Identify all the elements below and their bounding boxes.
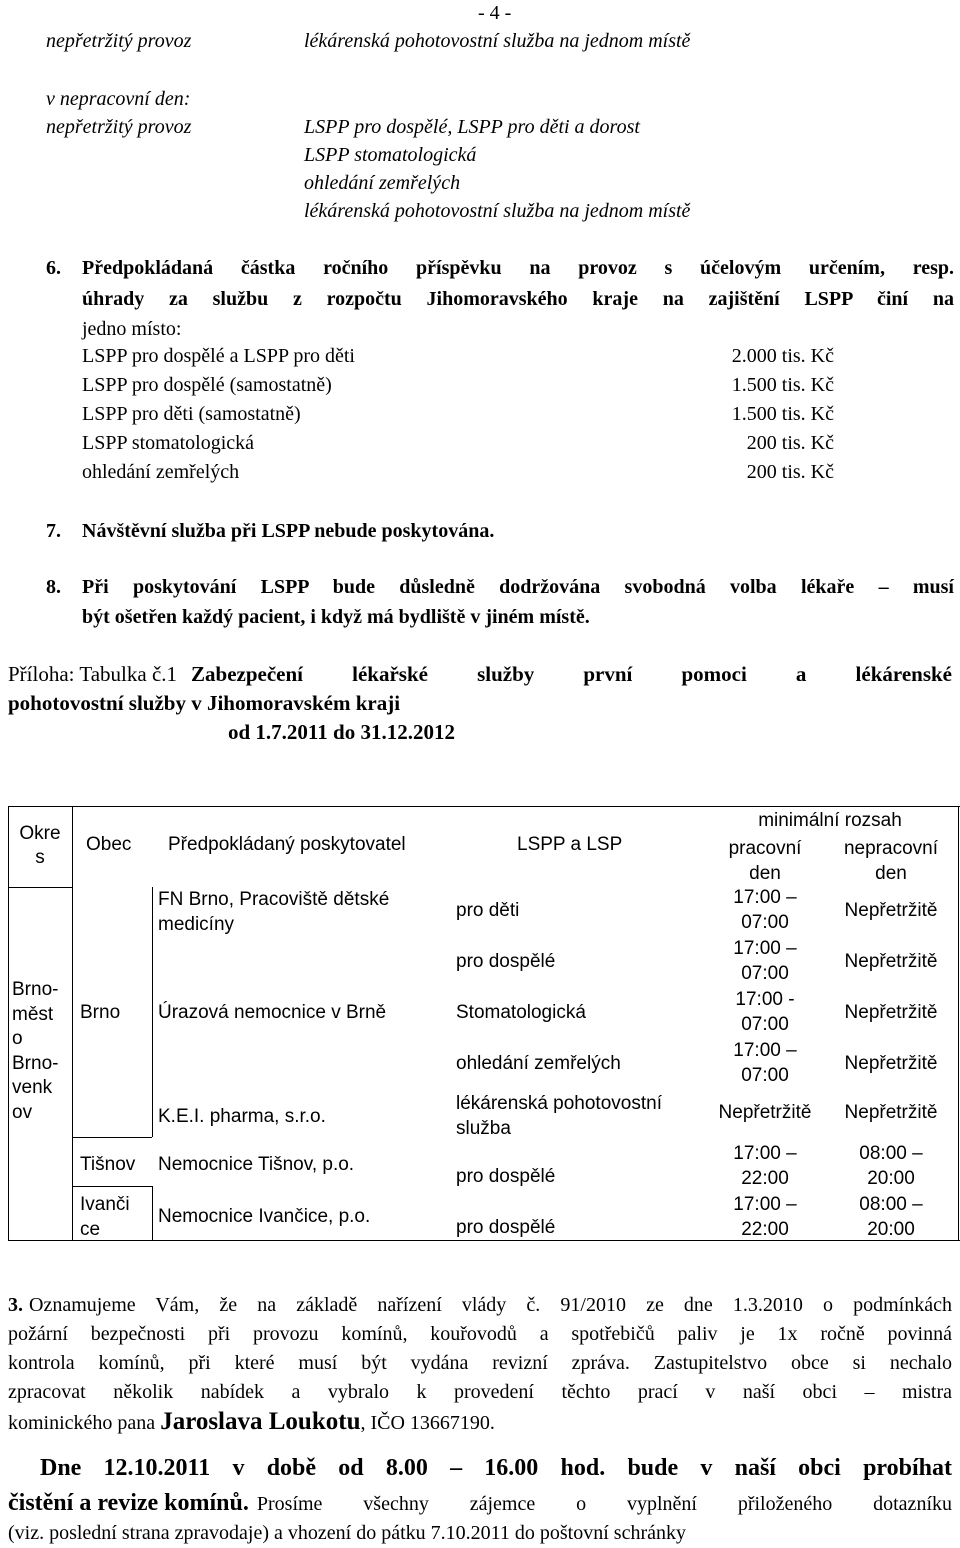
attachment-period: od 1.7.2011 do 31.12.2012: [228, 720, 455, 744]
provider: Nemocnice Tišnov, p.o.: [158, 1154, 355, 1175]
section-number: 7.: [46, 520, 61, 542]
working-hours-line: 07:00: [741, 963, 789, 984]
section6-text: jedno místo:: [82, 318, 182, 340]
working-hours: [700, 936, 830, 986]
attachment-heading: [8, 662, 952, 687]
provider: [158, 887, 389, 937]
section3-text: kominického pana: [8, 1412, 156, 1434]
attachment-title: Zabezpečení lékařské služby první pomoci a lékárenské: [191, 662, 952, 686]
nonworking-hours-line: 20:00: [867, 1168, 915, 1189]
service: pro dospělé: [456, 951, 556, 972]
section7-text: Návštěvní služba při LSPP nebude poskytována.: [82, 520, 495, 542]
okres-line: měst: [12, 1003, 54, 1025]
chimney-sweep-name: Jaroslava Loukotu: [160, 1408, 361, 1435]
header-working-day: [700, 836, 830, 886]
header-okres-line: Okre: [19, 823, 61, 844]
header-min-range: minimální rozsah: [758, 810, 902, 831]
nonworking-hours: Nepřetržitě: [844, 951, 938, 972]
section8-text: Při poskytování LSPP bude důsledně dodržována svobodná volba lékaře – musí: [82, 576, 954, 598]
working-hours-line: 07:00: [741, 1065, 789, 1086]
provider-line: FN Brno, Pracoviště dětské: [158, 889, 390, 910]
section6-text: Předpokládaná částka ročního příspěvku na provoz s účelovým určením, resp.: [82, 257, 954, 279]
working-hours: [700, 987, 830, 1037]
section3-text: (viz. poslední strana zpravodaje) a vhození do pátku 7.10.2011 do poštovní schránky: [8, 1522, 686, 1544]
working-hours-line: 17:00 –: [733, 1194, 797, 1215]
municipality-line: ce: [80, 1219, 101, 1240]
working-hours-line: 22:00: [741, 1168, 789, 1189]
hours-item: lékárenská pohotovostní služba na jednom místě: [304, 30, 691, 52]
okres-line: o: [12, 1028, 23, 1049]
okres-line: ov: [12, 1101, 33, 1123]
working-hours-line: 17:00 –: [733, 1143, 797, 1164]
working-hours: [700, 1192, 830, 1242]
service: [456, 1091, 662, 1141]
attachment-prefix: Příloha: Tabulka č.: [8, 662, 167, 686]
section3-line: [8, 1408, 495, 1436]
working-hours-line: 07:00: [741, 1014, 789, 1035]
provider-line: medicíny: [158, 914, 235, 935]
amount-label: ohledání zemřelých: [82, 461, 240, 483]
header-service: LSPP a LSP: [517, 834, 623, 855]
section3-text: Prosíme všechny zájemce o vyplnění přiloženého dotazníku: [256, 1493, 952, 1515]
amount-label: LSPP pro dospělé a LSPP pro děti: [82, 345, 355, 367]
header-obec: Obec: [86, 834, 132, 855]
amount-value: 200 tis. Kč: [746, 461, 834, 483]
okres-line: Brno-: [12, 979, 59, 1000]
header-okres: [8, 822, 72, 870]
attachment-number: 1: [166, 662, 178, 686]
header-working-line: den: [749, 863, 781, 884]
section3-text: kontrola komínů, při které musí být vydána revizní zpráva. Zastupitelstvo obce si nechalo: [8, 1352, 952, 1374]
amount-label: LSPP pro děti (samostatně): [82, 403, 301, 425]
provider: Úrazová nemocnice v Brně: [158, 1002, 387, 1023]
hours-item: LSPP pro dospělé, LSPP pro děti a dorost: [304, 116, 640, 138]
hours-label: nepřetržitý provoz: [46, 30, 192, 52]
service: pro děti: [456, 900, 520, 921]
inspection-date: Dne 12.10.2011 v době od 8.00 – 16.00 hod. bude v naší obci probíhat: [40, 1455, 952, 1481]
working-hours-line: 17:00 -: [735, 989, 795, 1010]
section-number: 8.: [46, 576, 61, 598]
service-line: lékárenská pohotovostní: [456, 1093, 662, 1114]
nonworking-hours-line: 20:00: [867, 1219, 915, 1240]
okres-line: Brno-: [12, 1052, 59, 1074]
amount-value: 1.500 tis. Kč: [731, 403, 834, 425]
amount-label: LSPP stomatologická: [82, 432, 255, 454]
working-hours: [700, 1141, 830, 1191]
municipality: Tišnov: [80, 1154, 136, 1175]
section3-text: Oznamujeme Vám, že na základě nařízení vlády č. 91/2010 ze dne 1.3.2010 o podmínkách: [29, 1294, 952, 1316]
working-hours: [700, 885, 830, 935]
hours-item: LSPP stomatologická: [304, 144, 477, 166]
attachment-title: pohotovostní služby v Jihomoravském kraji: [8, 691, 401, 715]
section3-line: [8, 1490, 952, 1517]
nonworking-hours: Nepřetržitě: [844, 900, 938, 921]
service: pro dospělé: [456, 1166, 556, 1187]
amount-value: 2.000 tis. Kč: [731, 345, 834, 367]
nonworking-hours: Nepřetržitě: [844, 1053, 938, 1074]
hours-label: v nepracovní den:: [46, 88, 191, 110]
header-nonworking-line: nepracovní: [843, 838, 938, 859]
hours-label: nepřetržitý provoz: [46, 116, 192, 138]
municipality-line: Ivanči: [80, 1194, 130, 1215]
working-hours-line: 07:00: [741, 912, 789, 933]
municipality: [80, 1192, 130, 1242]
page-number: - 4 -: [478, 2, 512, 24]
section-number: 3.: [8, 1294, 23, 1316]
provider: Nemocnice Ivančice, p.o.: [158, 1206, 371, 1227]
section3-text: požární bezpečnosti při provozu komínů, kouřovodů a spotřebičů paliv je 1x ročně povinná: [8, 1323, 952, 1345]
nonworking-hours: Nepřetržitě: [844, 1102, 938, 1123]
amount-value: 1.500 tis. Kč: [731, 374, 834, 396]
service: pro dospělé: [456, 1217, 556, 1238]
municipality: Brno: [80, 1002, 121, 1023]
nonworking-hours: Nepřetržitě: [844, 1002, 938, 1023]
working-hours-line: 17:00 –: [733, 887, 797, 908]
working-hours-line: 17:00 –: [733, 1040, 797, 1061]
inspection-title: čistění a revize komínů.: [8, 1490, 249, 1516]
header-nonworking-day: [826, 836, 956, 886]
amount-value: 200 tis. Kč: [746, 432, 834, 454]
section8-text: být ošetřen každý pacient, i když má bydliště v jiném místě.: [82, 606, 590, 628]
hours-item: ohledání zemřelých: [304, 172, 461, 194]
working-hours-line: 22:00: [741, 1219, 789, 1240]
service-line: služba: [456, 1118, 511, 1139]
nonworking-hours-line: 08:00 –: [859, 1143, 923, 1164]
provider: K.E.I. pharma, s.r.o.: [158, 1106, 326, 1127]
okres-name: [12, 978, 58, 1125]
section-number: 6.: [46, 257, 61, 279]
header-provider: Předpokládaný poskytovatel: [168, 834, 406, 855]
hours-item: lékárenská pohotovostní služba na jednom místě: [304, 200, 691, 222]
working-hours: Nepřetržitě: [718, 1102, 812, 1123]
section6-text: úhrady za službu z rozpočtu Jihomoravského kraje na zajištění LSPP činí na: [82, 288, 954, 310]
amount-label: LSPP pro dospělé (samostatně): [82, 374, 332, 396]
nonworking-hours: [826, 1192, 956, 1242]
working-hours-line: 17:00 –: [733, 938, 797, 959]
working-hours: [700, 1038, 830, 1088]
header-nonworking-line: den: [875, 863, 907, 884]
section3-text: zpracovat několik nabídek a vybralo k provedení těchto prací v naší obci – mistra: [8, 1381, 952, 1403]
nonworking-hours: [826, 1141, 956, 1191]
okres-line: venk: [12, 1077, 53, 1098]
section3-text: , IČO 13667190.: [360, 1412, 495, 1434]
section3-line: [8, 1294, 952, 1317]
nonworking-hours-line: 08:00 –: [859, 1194, 923, 1215]
service: Stomatologická: [456, 1002, 586, 1023]
header-working-line: pracovní: [728, 838, 802, 859]
service: ohledání zemřelých: [456, 1053, 621, 1074]
header-okres-line: s: [35, 847, 45, 868]
